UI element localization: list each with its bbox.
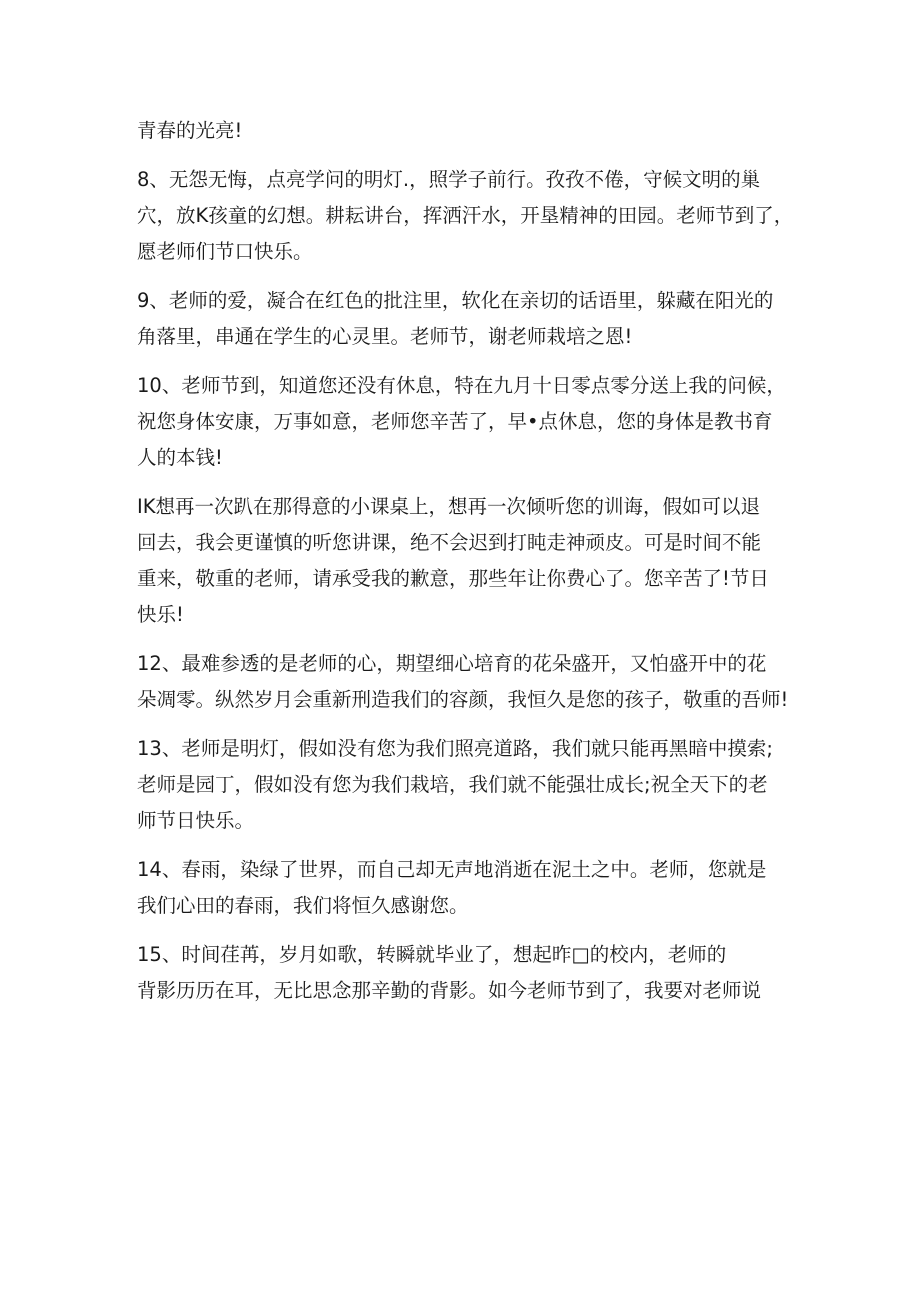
text-line: 人的本钱!: [137, 446, 223, 469]
text-line: 9、老师的爱，凝合在红色的批注里，软化在亲切的话语里，躲藏在阳光的: [137, 289, 774, 312]
text-line: 重来，敬重的老师，请承受我的歉意，那些年让你费心了。您辛苦了!节日: [137, 567, 769, 590]
text-line: 祝您身体安康，万事如意，老师您辛苦了，早•点休息，您的身体是教书育: [137, 410, 773, 433]
paragraph-12: [137, 646, 787, 718]
text-line: 15、时间荏苒，岁月如歌，转瞬就毕业了，想起昨□的校内，老师的: [137, 943, 727, 966]
paragraph-8: [137, 162, 794, 270]
document-body: [137, 113, 794, 1022]
paragraph-14: [137, 852, 787, 924]
text-line: 师节日快乐。: [137, 809, 255, 832]
text-line: 我们心田的春雨，我们将恒久感谢您。: [137, 894, 469, 917]
text-line: 老师是园丁，假如没有您为我们栽培，我们就不能强壮成长;祝全天下的老: [137, 773, 768, 796]
text-line: 14、春雨，染绿了世界，而自己却无声地消逝在泥土之中。老师，您就是: [137, 858, 767, 881]
text-line: 10、老师节到，知道您还没有休息，特在九月十日零点零分送上我的问候，: [137, 374, 786, 397]
text-line: 愿老师们节口快乐。: [137, 240, 313, 263]
text-line: 朵凋零。纵然岁月会重新刑造我们的容颜，我恒久是您的孩子，敬重的吾师!: [137, 688, 789, 711]
text-line: 12、最难参透的是老师的心，期望细心培育的花朵盛开，又怕盛开中的花: [137, 652, 767, 675]
paragraph-11: [137, 489, 787, 633]
paragraph-10: [137, 368, 787, 476]
text-line: 回去，我会更谨慎的听您讲课，绝不会迟到打盹走神顽皮。可是时间不能: [137, 531, 762, 554]
paragraph-15: [137, 937, 787, 1009]
text-line: 快乐!: [137, 603, 184, 626]
text-line: 角落里，串通在学生的心灵里。老师节，谢老师栽培之恩!: [137, 325, 633, 348]
paragraph-9: [137, 283, 787, 355]
text-line: 青春的光亮!: [137, 119, 243, 142]
text-line: 13、老师是明灯，假如没有您为我们照亮道路，我们就只能再黑暗中摸索;: [137, 737, 773, 760]
text-line: 穴，放K孩童的幻想。耕耘讲台，挥洒汗水，开垦精神的田园。老师节到了，: [137, 204, 794, 227]
text-line: IK想再一次趴在那得意的小课桌上，想再一次倾听您的训诲，假如可以退: [137, 495, 761, 518]
paragraph-fragment: [137, 113, 787, 149]
text-line: 背影历历在耳，无比思念那辛勤的背影。如今老师节到了，我要对老师说: [137, 979, 762, 1002]
text-line: 8、无怨无悔，点亮学问的明灯.，照学子前行。孜孜不倦，守候文明的巢: [137, 168, 761, 191]
paragraph-13: [137, 731, 787, 839]
